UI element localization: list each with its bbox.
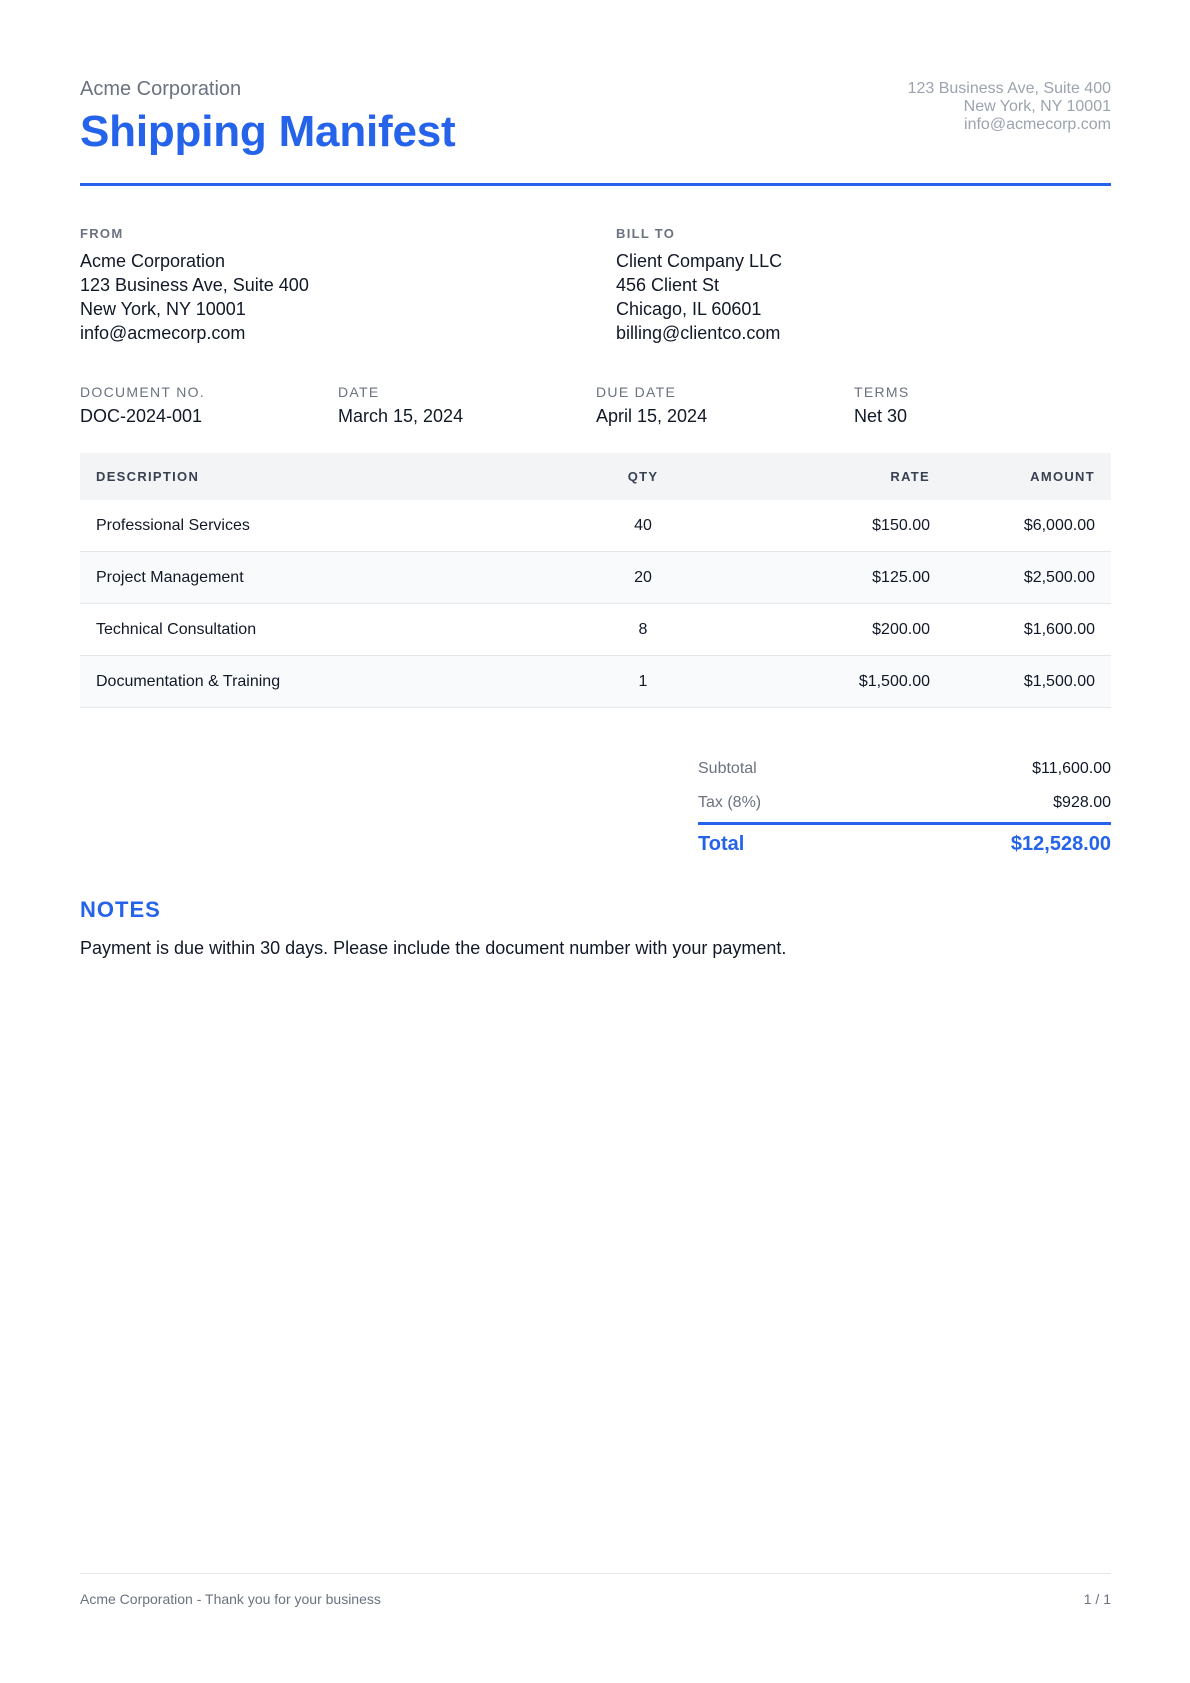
total-label: Total [698, 833, 745, 855]
from-line: 123 Business Ave, Suite 400 [80, 275, 309, 295]
subtotal-value: $11,600.00 [1032, 760, 1111, 777]
meta-due-date [596, 384, 836, 427]
from-line: Acme Corporation [80, 251, 226, 271]
tax-label: Tax (8%) [698, 794, 762, 811]
cell-qty: 20 [552, 552, 734, 604]
cell-description: Documentation & Training [80, 656, 552, 708]
notes-heading: NOTES [80, 897, 161, 922]
bill-to-line: 456 Client St [616, 275, 720, 295]
table-row [80, 604, 1111, 656]
cell-amount: $6,000.00 [946, 500, 1111, 552]
meta-terms [854, 384, 1094, 427]
document-header [80, 0, 1111, 187]
table-header-row [80, 453, 1111, 500]
cell-amount: $2,500.00 [946, 552, 1111, 604]
page-number: 1 / 1 [1083, 1591, 1111, 1607]
cell-qty: 40 [552, 500, 734, 552]
document-number-value: DOC-2024-001 [80, 406, 203, 426]
notes-text: Payment is due within 30 days. Please include the document number with your payment. [80, 938, 787, 958]
document-title: Shipping Manifest [80, 107, 456, 156]
company-name: Acme Corporation [80, 78, 242, 100]
cell-rate: $1,500.00 [734, 656, 946, 708]
cell-description: Professional Services [80, 500, 552, 552]
from-address [80, 249, 480, 345]
from-line: New York, NY 10001 [80, 299, 246, 319]
total-value: $12,528.00 [1010, 833, 1111, 855]
date-label: DATE [338, 384, 380, 400]
bill-to-line: billing@clientco.com [616, 323, 781, 343]
terms-value: Net 30 [854, 406, 908, 426]
date-value: March 15, 2024 [338, 406, 464, 426]
terms-label: TERMS [854, 384, 910, 400]
bill-to-line: Chicago, IL 60601 [616, 299, 762, 319]
document-page [80, 0, 1111, 1683]
table-row [80, 552, 1111, 604]
cell-amount: $1,500.00 [946, 656, 1111, 708]
tax-value: $928.00 [1053, 794, 1111, 811]
header-address-line: info@acmecorp.com [964, 116, 1111, 133]
from-label: FROM [80, 226, 124, 241]
cell-rate: $150.00 [734, 500, 946, 552]
total-row [698, 833, 1111, 856]
cell-description: Technical Consultation [80, 604, 552, 656]
meta-date [338, 384, 578, 427]
subtotal-row [698, 752, 1111, 786]
header-divider [80, 183, 1111, 186]
footer-divider [80, 1573, 1111, 1574]
column-header-qty: QTY [552, 453, 734, 500]
due-date-label: DUE DATE [596, 384, 677, 400]
header-address-line: 123 Business Ave, Suite 400 [907, 80, 1111, 97]
bill-to-section [616, 226, 1016, 345]
line-items-table [80, 453, 1111, 708]
cell-rate: $125.00 [734, 552, 946, 604]
cell-qty: 1 [552, 656, 734, 708]
column-header-amount: AMOUNT [946, 453, 1111, 500]
totals-divider [698, 822, 1111, 825]
table-row [80, 500, 1111, 552]
table-row [80, 656, 1111, 708]
from-section [80, 226, 480, 345]
header-address [908, 80, 1111, 134]
tax-row [698, 786, 1111, 820]
subtotal-label: Subtotal [698, 760, 757, 777]
cell-rate: $200.00 [734, 604, 946, 656]
footer-text: Acme Corporation - Thank you for your business [80, 1591, 381, 1607]
totals-section [698, 752, 1111, 856]
cell-description: Project Management [80, 552, 552, 604]
header-address-line: New York, NY 10001 [963, 98, 1111, 115]
column-header-description: DESCRIPTION [80, 453, 552, 500]
meta-document-number [80, 384, 320, 427]
bill-to-line: Client Company LLC [616, 251, 783, 271]
bill-to-address [616, 249, 1016, 345]
bill-to-label: BILL TO [616, 226, 676, 241]
cell-amount: $1,600.00 [946, 604, 1111, 656]
cell-qty: 8 [552, 604, 734, 656]
document-number-label: DOCUMENT NO. [80, 384, 206, 400]
column-header-rate: RATE [734, 453, 946, 500]
from-line: info@acmecorp.com [80, 323, 246, 343]
due-date-value: April 15, 2024 [596, 406, 708, 426]
